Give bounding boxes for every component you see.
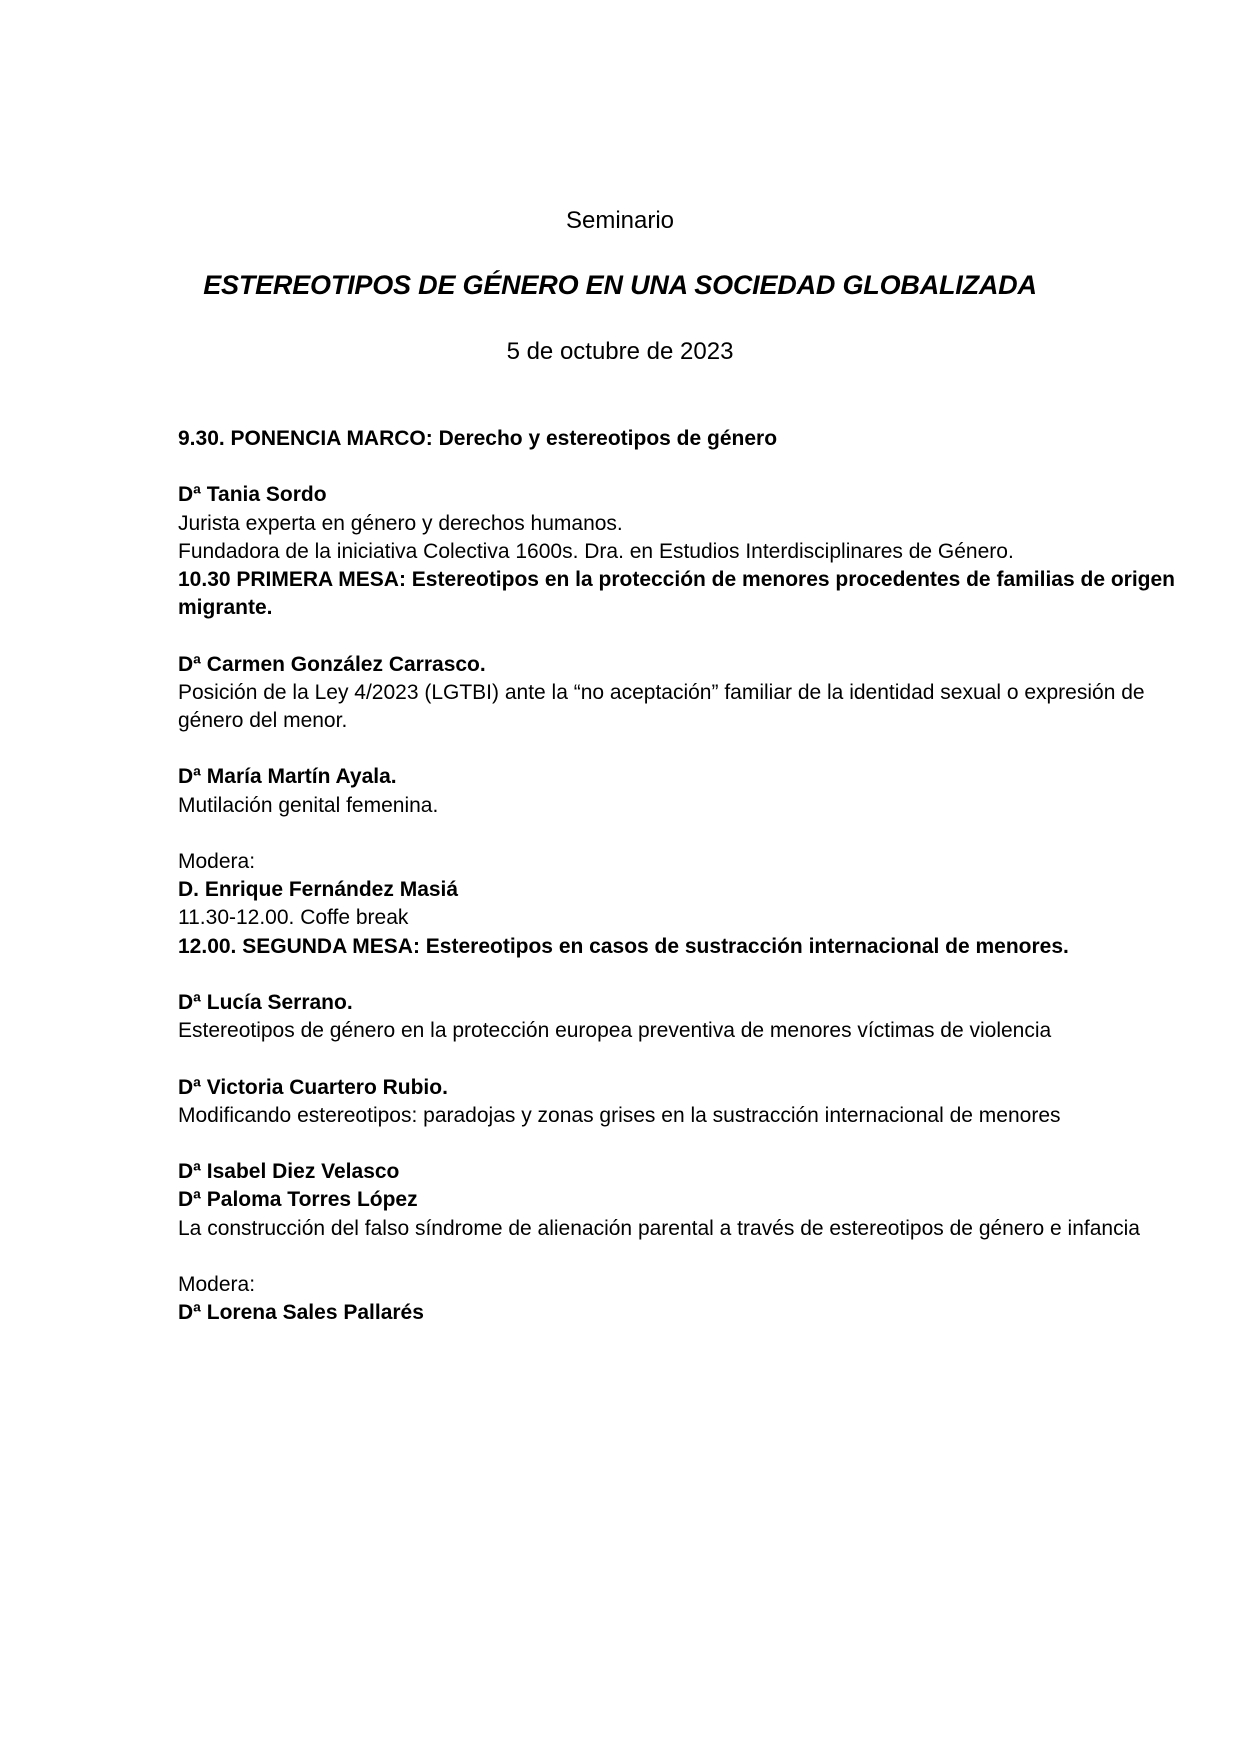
- speaker-description-line: Estereotipos de género en la protección europea preventiva de menores víctimas de violencia: [178, 1019, 1052, 1043]
- seminar-kicker: Seminario: [565, 207, 675, 234]
- speaker-name: Dª Tania Sordo: [178, 483, 327, 507]
- speaker-name: Dª Isabel Diez Velasco: [178, 1160, 400, 1184]
- moderator-name: Dª Lorena Sales Pallarés: [178, 1301, 424, 1325]
- speaker-name: Dª Lucía Serrano.: [178, 990, 353, 1014]
- coffee-break: 11.30-12.00. Coffe break: [178, 906, 409, 930]
- speaker-name: Dª Paloma Torres López: [178, 1188, 418, 1212]
- seminar-date: 5 de octubre de 2023: [506, 338, 734, 365]
- session-1-heading: 9.30. PONENCIA MARCO: Derecho y estereotipos de género: [178, 427, 778, 450]
- speaker-entry-lucia-serrano: [178, 989, 1198, 1045]
- speaker-entry-carmen-gonzalez: [178, 651, 1198, 736]
- session-3-heading: 12.00. SEGUNDA MESA: Estereotipos en casos de sustracción internacional de menores.: [178, 934, 1069, 958]
- speaker-description-line: Mutilación genital femenina.: [178, 793, 439, 817]
- speaker-description-line: Fundadora de la iniciativa Colectiva 1600s. Dra. en Estudios Interdisciplinares de Género.: [178, 539, 1014, 563]
- speaker-name: Dª Victoria Cuartero Rubio.: [178, 1075, 448, 1099]
- programme-body: [178, 425, 1198, 1327]
- speaker-name: Dª María Martín Ayala.: [178, 765, 397, 789]
- speaker-description-line: Modificando estereotipos: paradojas y zonas grises en la sustracción internacional de menores: [178, 1103, 1061, 1127]
- moderator-label: Modera:: [178, 849, 256, 873]
- seminar-header: [178, 205, 1062, 368]
- session-2-heading: 10.30 PRIMERA MESA: Estereotipos en la protección de menores procedentes de familias de origen migrante.: [178, 568, 1175, 620]
- speaker-entry-tania-sordo: [178, 481, 1198, 566]
- seminar-title: ESTEREOTIPOS DE GÉNERO EN UNA SOCIEDAD GLOBALIZADA: [203, 270, 1037, 300]
- moderator-entry-session-3: [178, 1271, 1198, 1327]
- speaker-entry-victoria-cuartero: [178, 1074, 1198, 1130]
- speaker-entry-maria-martin: [178, 763, 1198, 819]
- speaker-description-line: La construcción del falso síndrome de alienación parental a través de estereotipos de género e infancia: [178, 1216, 1140, 1240]
- speaker-description-line: Jurista experta en género y derechos humanos.: [178, 511, 623, 535]
- moderator-name: D. Enrique Fernández Masiá: [178, 878, 459, 902]
- moderator-entry-session-2: [178, 848, 1198, 904]
- speaker-entry-isabel-paloma: [178, 1158, 1198, 1243]
- speaker-description-line: Posición de la Ley 4/2023 (LGTBI) ante la “no aceptación” familiar de la identidad sexual o expresión de género del menor.: [178, 680, 1145, 732]
- speaker-name: Dª Carmen González Carrasco.: [178, 652, 486, 676]
- moderator-label: Modera:: [178, 1272, 256, 1296]
